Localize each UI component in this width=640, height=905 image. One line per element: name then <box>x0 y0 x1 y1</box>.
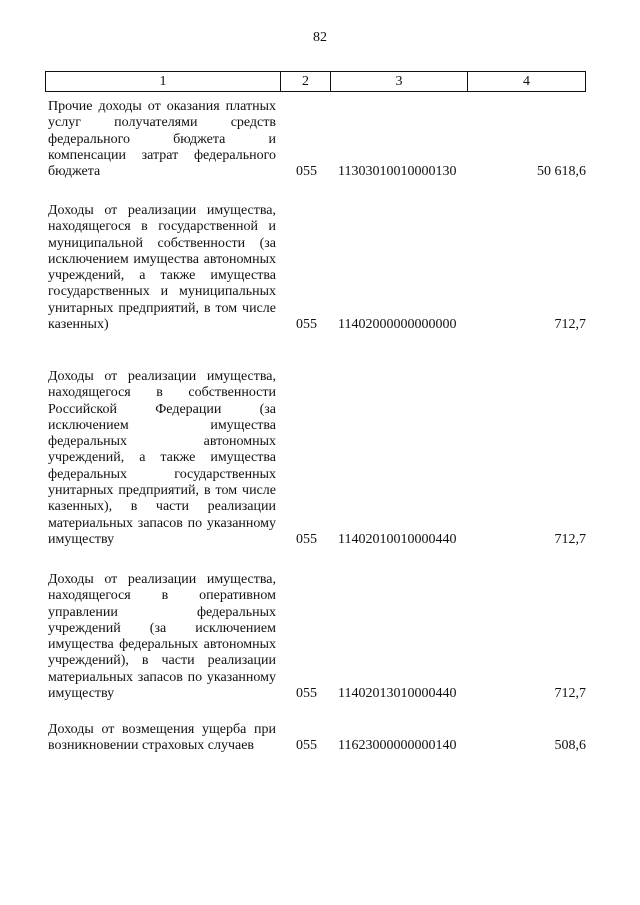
table-row <box>48 572 586 702</box>
table-row <box>48 369 586 548</box>
page-number: 82 <box>313 30 327 45</box>
row-kbk: 11402010010000440 <box>338 531 457 547</box>
row-name: Прочие доходы от оказания платных услуг получателями средств федерального бюджета и компенсации затрат федерального бюджета <box>48 99 276 180</box>
row-name: Доходы от возмещения ущерба при возникновении страховых случаев <box>48 722 276 754</box>
row-kbk: 11303010010000130 <box>338 164 457 180</box>
row-amount: 50 618,6 <box>537 164 586 180</box>
table-row <box>48 99 586 180</box>
row-code: 055 <box>296 317 317 333</box>
table-row <box>48 722 586 755</box>
row-name: Доходы от реализации имущества, находящегося в государственной и муниципальной собственности (за исключением имущества автономных учреждений, а также имущества государственных и муниципальных унитарных предприятий, в том числе казенных) <box>48 203 276 333</box>
row-code: 055 <box>296 164 317 180</box>
row-name: Доходы от реализации имущества, находящегося в собственности Российской Федерации (за исключением имущества федеральных автономных учреждений, а также имущества федеральных государственных унитарных предприятий, в том числе казенных), в части реализации материальных запасов по указанному имуществу <box>48 369 276 547</box>
table-row <box>48 203 586 333</box>
row-code: 055 <box>296 738 317 754</box>
row-amount: 712,7 <box>554 531 586 547</box>
table-header <box>45 71 586 92</box>
row-amount: 712,7 <box>554 686 586 702</box>
row-kbk: 11402013010000440 <box>338 686 457 702</box>
row-name: Доходы от реализации имущества, находящегося в оперативном управлении федеральных учреждений (за исключением имущества федеральных автономных учреждений), в части реализации материальных запасов по указанному имуществу <box>48 572 276 702</box>
row-amount: 508,6 <box>554 738 586 754</box>
header-col-2: 2 <box>281 72 331 91</box>
row-code: 055 <box>296 531 317 547</box>
row-code: 055 <box>296 686 317 702</box>
header-col-1: 1 <box>46 72 281 91</box>
row-kbk: 11623000000000140 <box>338 738 457 754</box>
row-amount: 712,7 <box>554 317 586 333</box>
header-col-3: 3 <box>331 72 468 91</box>
header-col-4: 4 <box>523 73 530 89</box>
row-kbk: 11402000000000000 <box>338 317 457 333</box>
